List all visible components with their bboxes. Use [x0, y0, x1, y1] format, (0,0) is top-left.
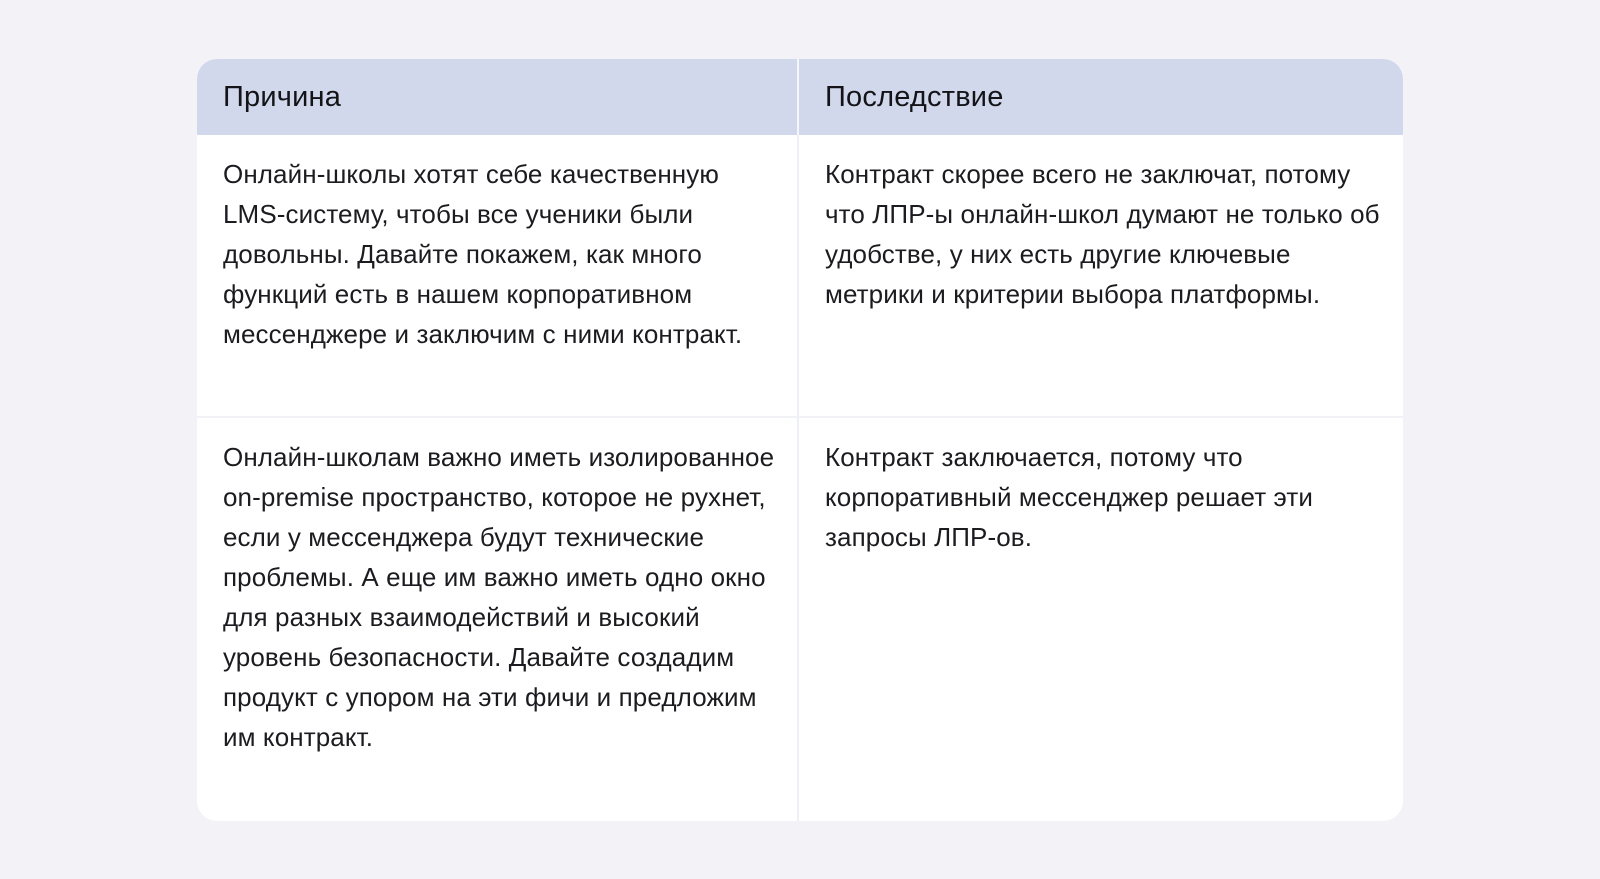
row-2-cause: Онлайн-школам важно иметь изолированное on-premise пространство, которое не рухнет, если у мессенджера будут технические проблемы. А еще им важно иметь одно окно для разных взаимодействий и высокий уровень безопасности. Давайте создадим продукт с упором на эти фичи и предложим им контракт.	[197, 418, 799, 821]
header-effect: Последствие	[799, 59, 1403, 135]
row-2-effect: Контракт заключается, потому что корпоративный мессенджер решает эти запросы ЛПР-ов.	[825, 442, 1313, 552]
row-1-cause: Онлайн-школы хотят себе качественную LMS-систему, чтобы все ученики были довольны. Давайте покажем, как много функций есть в нашем корпоративном мессенджере и заключим с ними контракт.	[197, 135, 799, 418]
row-1-effect: Контракт скорее всего не заключат, потому что ЛПР-ы онлайн-школ думают не только об удобстве, у них есть другие ключевые метрики и критерии выбора платформы.	[799, 135, 1403, 418]
header-cause: Причина	[197, 59, 799, 135]
comparison-table-card	[197, 59, 1403, 821]
cause-effect-table	[197, 59, 1403, 821]
